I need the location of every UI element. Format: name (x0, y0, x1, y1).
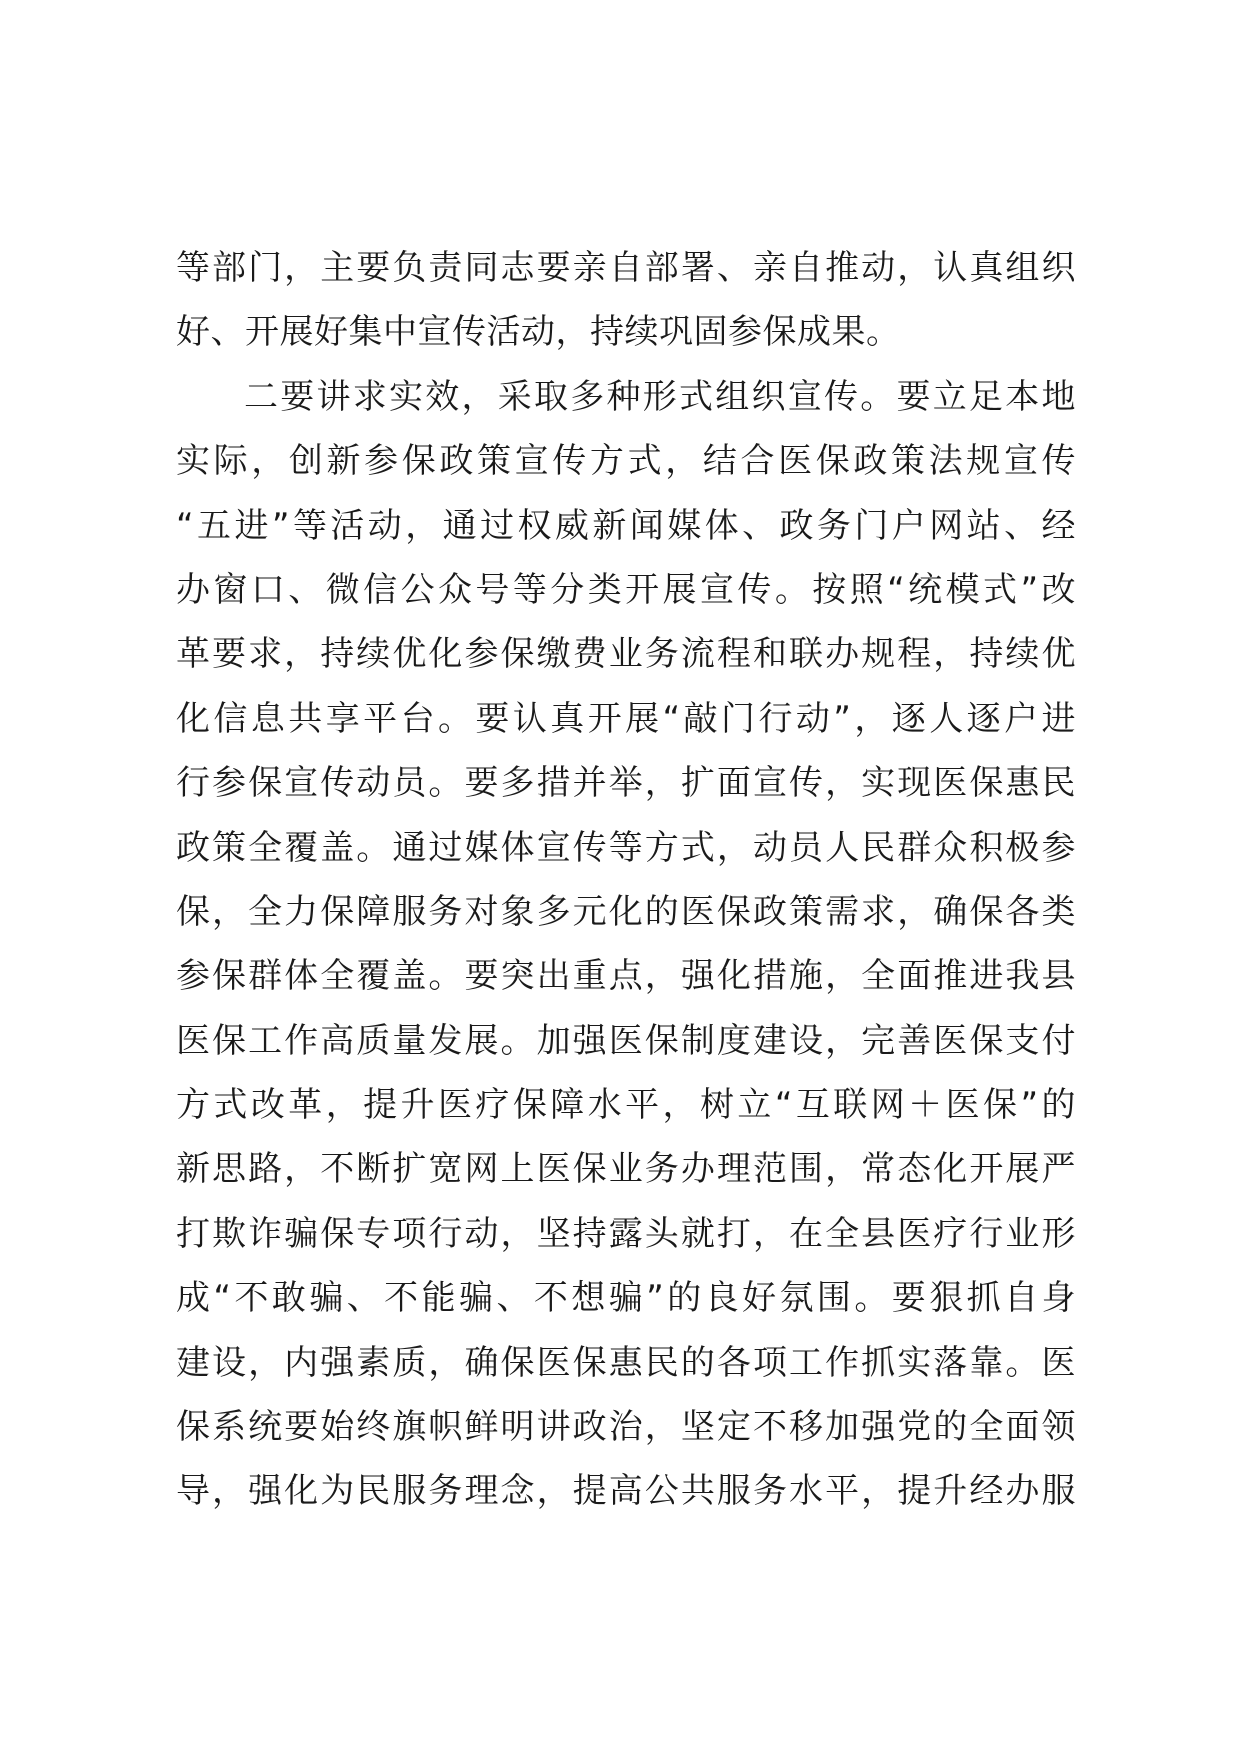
paragraph-first-line: 二要讲求实效，采取多种形式组织宣传。要立足本地 (244, 376, 1076, 417)
text-line: 新思路，不断扩宽网上医保业务办理范围，常态化开展严 (176, 1149, 1076, 1190)
text-line: 打欺诈骗保专项行动，坚持露头就打，在全县医疗行业形 (176, 1213, 1076, 1254)
text-line: 革要求，持续优化参保缴费业务流程和联办规程，持续优 (176, 634, 1076, 675)
text-line: 保，全力保障服务对象多元化的医保政策需求，确保各类 (176, 891, 1076, 932)
body-text (176, 236, 1076, 1524)
text-line: 政策全覆盖。通过媒体宣传等方式，动员人民群众积极参 (176, 827, 1076, 868)
text-line: 方式改革，提升医疗保障水平，树立“互联网＋医保”的 (176, 1085, 1076, 1126)
text-line: 建设，内强素质，确保医保惠民的各项工作抓实落靠。医 (176, 1342, 1076, 1383)
text-line: 保系统要始终旗帜鲜明讲政治，坚定不移加强党的全面领 (176, 1407, 1076, 1448)
text-line: 成“不敢骗、不能骗、不想骗”的良好氛围。要狠抓自身 (176, 1278, 1076, 1319)
text-line: 参保群体全覆盖。要突出重点，强化措施，全面推进我县 (176, 956, 1076, 997)
text-line: 实际，创新参保政策宣传方式，结合医保政策法规宣传 (176, 441, 1076, 482)
text-line: 化信息共享平台。要认真开展“敲门行动”，逐人逐户进 (176, 698, 1076, 739)
text-line: 导，强化为民服务理念，提高公共服务水平，提升经办服 (176, 1471, 1076, 1512)
text-line: 好、开展好集中宣传活动，持续巩固参保成果。 (176, 312, 901, 353)
text-line: 等部门，主要负责同志要亲自部署、亲自推动，认真组织 (176, 248, 1076, 288)
text-line: 医保工作高质量发展。加强医保制度建设，完善医保支付 (176, 1020, 1076, 1061)
text-line: 行参保宣传动员。要多措并举，扩面宣传，实现医保惠民 (176, 763, 1076, 804)
text-line: “五进”等活动，通过权威新闻媒体、政务门户网站、经 (176, 505, 1076, 546)
text-line: 办窗口、微信公众号等分类开展宣传。按照“统模式”改 (176, 569, 1076, 610)
